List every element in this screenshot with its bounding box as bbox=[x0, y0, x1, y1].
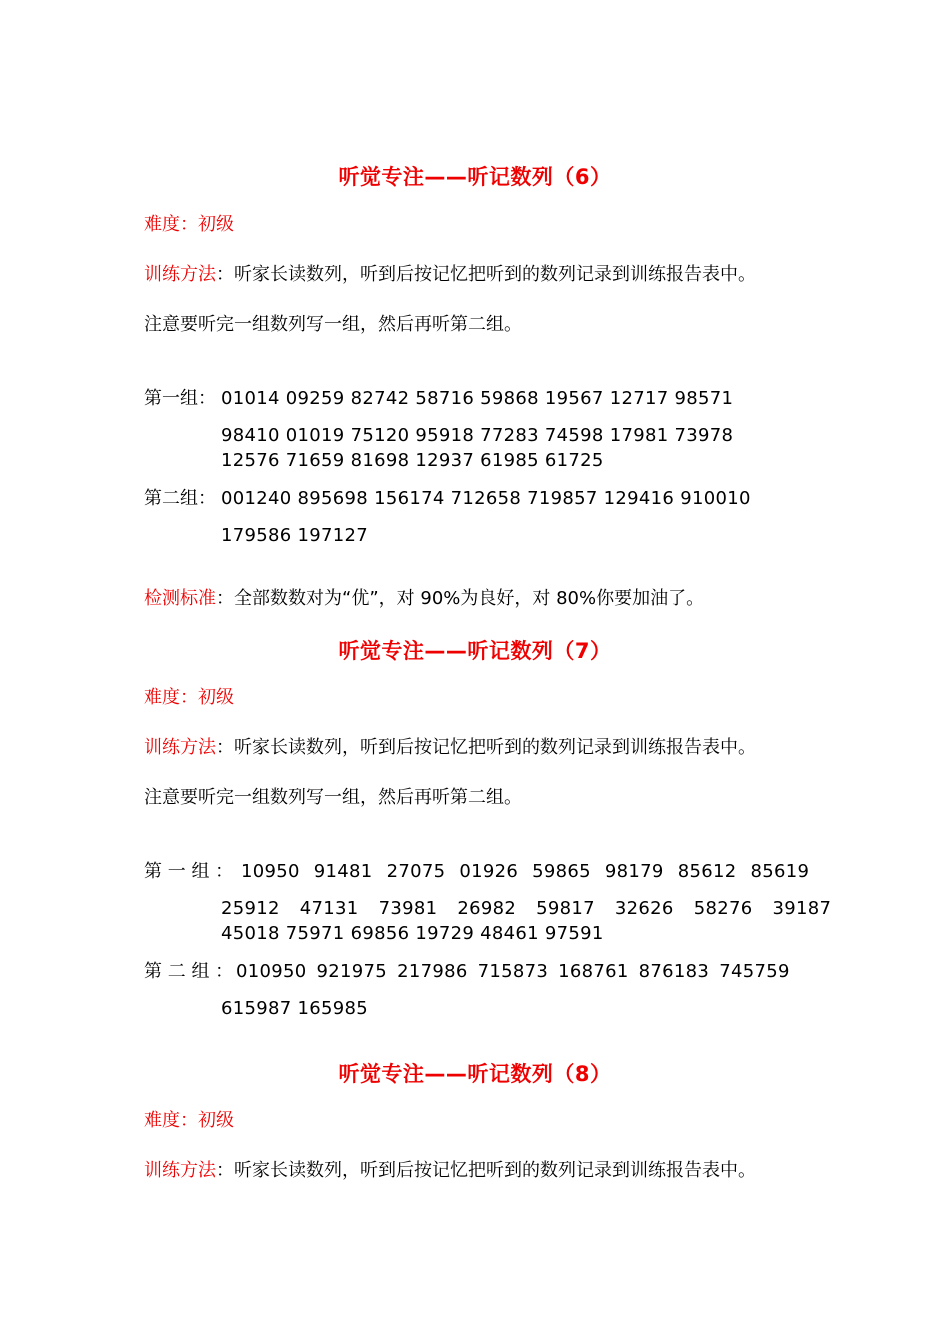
method-text: ：听家长读数列，听到后按记忆把听到的数列记录到训练报告表中。 bbox=[216, 264, 756, 285]
difficulty-label: 难度： bbox=[144, 214, 198, 235]
group1-line: 98410 01019 75120 95918 77283 74598 17981 73978 bbox=[221, 425, 734, 446]
note-line: 注意要听完一组数列写一组，然后再听第二组。 bbox=[144, 314, 522, 335]
method-label: 训练方法 bbox=[144, 1160, 216, 1181]
difficulty-line bbox=[144, 213, 234, 237]
note-line: 注意要听完一组数列写一组，然后再听第二组。 bbox=[144, 787, 522, 808]
difficulty-line bbox=[144, 1109, 234, 1133]
method-line bbox=[144, 263, 756, 287]
group2-line: 615987 165985 bbox=[221, 998, 369, 1019]
group1-line: 01014 09259 82742 58716 59868 19567 12717 98571 bbox=[221, 388, 734, 409]
method-label: 训练方法 bbox=[144, 264, 216, 285]
group2-line: 179586 197127 bbox=[221, 525, 369, 546]
method-line bbox=[144, 1159, 756, 1183]
difficulty-value: 初级 bbox=[198, 214, 234, 235]
difficulty-line bbox=[144, 686, 234, 710]
group1-line: 45018 75971 69856 19729 48461 97591 bbox=[221, 923, 604, 944]
group1-line: 10950 91481 27075 01926 59865 98179 85612 85619 bbox=[241, 861, 810, 882]
section-title: 听觉专注——听记数列（8） bbox=[338, 1062, 612, 1086]
difficulty-label: 难度： bbox=[144, 687, 198, 708]
method-line bbox=[144, 736, 756, 760]
group2-line: 010950 921975 217986 715873 168761 876183 745759 bbox=[236, 961, 790, 982]
section-title: 听觉专注——听记数列（6） bbox=[338, 165, 612, 189]
difficulty-value: 初级 bbox=[198, 687, 234, 708]
standard-text: ：全部数数对为“优”，对 90%为良好，对 80%你要加油了。 bbox=[216, 588, 705, 609]
method-label: 训练方法 bbox=[144, 737, 216, 758]
difficulty-label: 难度： bbox=[144, 1110, 198, 1131]
section-title: 听觉专注——听记数列（7） bbox=[338, 639, 612, 663]
standard-line bbox=[144, 587, 704, 611]
group1-label: 第一组： bbox=[144, 388, 216, 409]
group2-label: 第 二 组 ： bbox=[144, 961, 234, 982]
group1-line: 25912 47131 73981 26982 59817 32626 58276 39187 bbox=[221, 898, 832, 919]
method-text: ：听家长读数列，听到后按记忆把听到的数列记录到训练报告表中。 bbox=[216, 737, 756, 758]
group1-label: 第 一 组 ： bbox=[144, 861, 234, 882]
group1-line: 12576 71659 81698 12937 61985 61725 bbox=[221, 450, 604, 471]
group2-label: 第二组： bbox=[144, 488, 216, 509]
group2-line: 001240 895698 156174 712658 719857 129416 910010 bbox=[221, 488, 751, 509]
method-text: ：听家长读数列，听到后按记忆把听到的数列记录到训练报告表中。 bbox=[216, 1160, 756, 1181]
standard-label: 检测标准 bbox=[144, 588, 216, 609]
difficulty-value: 初级 bbox=[198, 1110, 234, 1131]
